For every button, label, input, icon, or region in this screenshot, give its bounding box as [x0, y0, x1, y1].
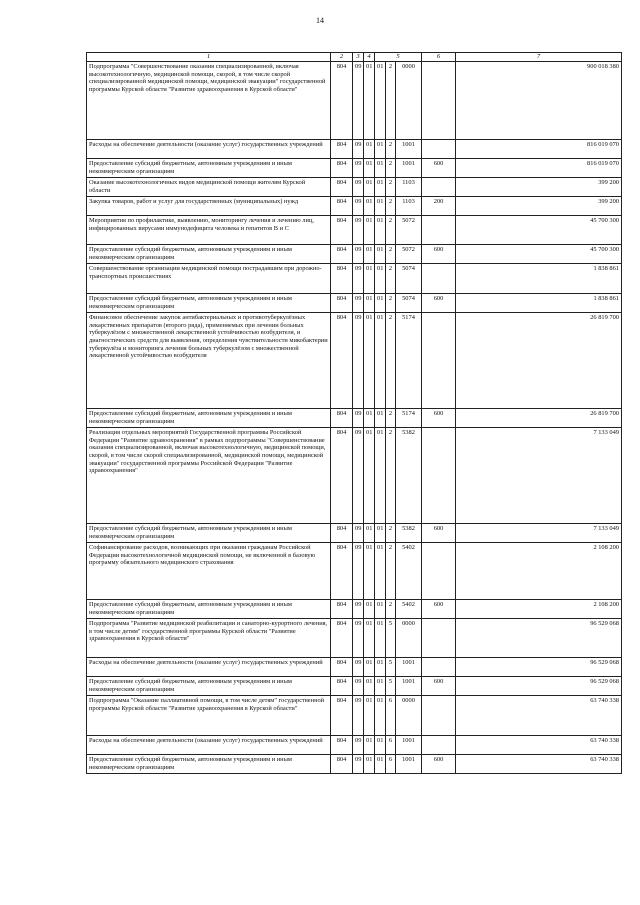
row-program-code: 01 — [375, 312, 386, 408]
row-expense-type — [422, 735, 456, 754]
row-ministry-code: 804 — [331, 312, 353, 408]
row-name: Предоставление субсидий бюджетным, автономным учреждениям и иным некоммерческим организациям — [87, 244, 331, 263]
table-row — [87, 523, 622, 542]
table-row — [87, 293, 622, 312]
row-ministry-code: 804 — [331, 293, 353, 312]
row-direction-code: 5402 — [396, 542, 422, 599]
row-direction-code: 1001 — [396, 754, 422, 773]
row-subprogram-code: 6 — [386, 695, 396, 735]
row-direction-code: 5382 — [396, 523, 422, 542]
row-program-code: 01 — [375, 196, 386, 215]
row-section-code: 09 — [353, 408, 364, 427]
row-name: Оказание высокотехнологичных видов медицинской помощи жителям Курской области — [87, 177, 331, 196]
row-ministry-code: 804 — [331, 427, 353, 523]
row-subprogram-code: 6 — [386, 754, 396, 773]
row-subprogram-code: 2 — [386, 215, 396, 244]
row-subsection-code: 01 — [364, 139, 375, 158]
row-subsection-code: 01 — [364, 735, 375, 754]
row-amount: 2 108 200 — [456, 599, 622, 618]
row-expense-type: 600 — [422, 599, 456, 618]
header-col-4: 4 — [364, 53, 375, 62]
row-section-code: 09 — [353, 196, 364, 215]
row-ministry-code: 804 — [331, 158, 353, 177]
row-direction-code: 0000 — [396, 61, 422, 139]
row-amount: 399 200 — [456, 196, 622, 215]
table-row — [87, 695, 622, 735]
row-amount: 45 700 300 — [456, 244, 622, 263]
header-col-1: 1 — [87, 53, 331, 62]
row-program-code: 01 — [375, 293, 386, 312]
row-subprogram-code: 5 — [386, 676, 396, 695]
row-section-code: 09 — [353, 61, 364, 139]
row-program-code: 01 — [375, 244, 386, 263]
row-expense-type: 600 — [422, 293, 456, 312]
table-row — [87, 177, 622, 196]
row-amount: 96 529 068 — [456, 676, 622, 695]
row-program-code: 01 — [375, 139, 386, 158]
row-program-code: 01 — [375, 177, 386, 196]
row-ministry-code: 804 — [331, 754, 353, 773]
row-expense-type — [422, 618, 456, 657]
table-row — [87, 139, 622, 158]
row-subsection-code: 01 — [364, 312, 375, 408]
row-expense-type — [422, 427, 456, 523]
row-direction-code: 1001 — [396, 139, 422, 158]
row-ministry-code: 804 — [331, 599, 353, 618]
table-row — [87, 158, 622, 177]
row-ministry-code: 804 — [331, 735, 353, 754]
row-ministry-code: 804 — [331, 263, 353, 293]
row-name: Реализация отдельных мероприятий Государственной программы Российской Федерации "Развитие здравоохранения" в рамках подпрограммы "Совершенствование оказания специализированной, включая высокотехнологичную, медицинской помощи, скорой, в том числе скорой специализированной, медицинской помощи, медицинской эвакуации" государственной программы Российской Федерации "Развитие здравоохранения" — [87, 427, 331, 523]
budget-table — [86, 52, 622, 774]
row-ministry-code: 804 — [331, 523, 353, 542]
page-number: 14 — [316, 16, 324, 25]
table-row — [87, 735, 622, 754]
table-row — [87, 61, 622, 139]
row-ministry-code: 804 — [331, 139, 353, 158]
row-section-code: 09 — [353, 735, 364, 754]
row-subprogram-code: 2 — [386, 244, 396, 263]
row-subprogram-code: 2 — [386, 139, 396, 158]
row-expense-type: 600 — [422, 523, 456, 542]
row-section-code: 09 — [353, 754, 364, 773]
row-amount: 399 200 — [456, 177, 622, 196]
row-subsection-code: 01 — [364, 599, 375, 618]
row-program-code: 01 — [375, 408, 386, 427]
row-name: Закупка товаров, работ и услуг для государственных (муниципальных) нужд — [87, 196, 331, 215]
row-section-code: 09 — [353, 523, 364, 542]
row-name: Подпрограмма "Развитие медицинской реабилитации и санаторно-курортного лечения, в том числе детям" государственной программы Курской области "Развитие здравоохранения в Курской области" — [87, 618, 331, 657]
row-subsection-code: 01 — [364, 676, 375, 695]
row-amount: 63 740 338 — [456, 735, 622, 754]
table-row — [87, 599, 622, 618]
row-section-code: 09 — [353, 542, 364, 599]
row-section-code: 09 — [353, 244, 364, 263]
row-amount: 1 838 861 — [456, 293, 622, 312]
row-section-code: 09 — [353, 676, 364, 695]
row-expense-type: 200 — [422, 196, 456, 215]
row-section-code: 09 — [353, 427, 364, 523]
row-expense-type: 600 — [422, 676, 456, 695]
row-program-code: 01 — [375, 523, 386, 542]
row-expense-type — [422, 312, 456, 408]
row-section-code: 09 — [353, 177, 364, 196]
row-subprogram-code: 2 — [386, 177, 396, 196]
row-ministry-code: 804 — [331, 618, 353, 657]
row-subprogram-code: 2 — [386, 427, 396, 523]
row-amount: 7 133 049 — [456, 523, 622, 542]
row-subprogram-code: 2 — [386, 523, 396, 542]
table-body — [87, 61, 622, 773]
table-row — [87, 215, 622, 244]
row-amount: 63 740 338 — [456, 695, 622, 735]
row-ministry-code: 804 — [331, 177, 353, 196]
row-ministry-code: 804 — [331, 542, 353, 599]
row-subprogram-code: 2 — [386, 408, 396, 427]
header-col-5: 5 — [375, 53, 422, 62]
row-subprogram-code: 2 — [386, 312, 396, 408]
header-col-2: 2 — [331, 53, 353, 62]
row-amount: 900 018 380 — [456, 61, 622, 139]
row-name: Мероприятия по профилактике, выявлению, мониторингу лечения и лечению лиц, инфицированных вирусами иммунодефицита человека и гепатитов В и С — [87, 215, 331, 244]
row-ministry-code: 804 — [331, 61, 353, 139]
row-expense-type — [422, 139, 456, 158]
row-program-code: 01 — [375, 676, 386, 695]
row-ministry-code: 804 — [331, 244, 353, 263]
row-direction-code: 5174 — [396, 408, 422, 427]
row-direction-code: 5382 — [396, 427, 422, 523]
row-name: Софинансирование расходов, возникающих при оказании гражданам Российской Федерации высокотехнологичной медицинской помощи, не включенной в базовую программу обязательного медицинского страхования — [87, 542, 331, 599]
row-program-code: 01 — [375, 215, 386, 244]
row-direction-code: 5402 — [396, 599, 422, 618]
row-subsection-code: 01 — [364, 754, 375, 773]
row-section-code: 09 — [353, 312, 364, 408]
table-row — [87, 427, 622, 523]
row-amount: 26 819 700 — [456, 312, 622, 408]
row-section-code: 09 — [353, 139, 364, 158]
row-name: Предоставление субсидий бюджетным, автономным учреждениям и иным некоммерческим организациям — [87, 754, 331, 773]
table-row — [87, 754, 622, 773]
row-subprogram-code: 2 — [386, 61, 396, 139]
row-name: Предоставление субсидий бюджетным, автономным учреждениям и иным некоммерческим организациям — [87, 408, 331, 427]
row-subsection-code: 01 — [364, 408, 375, 427]
row-expense-type — [422, 657, 456, 676]
row-name: Предоставление субсидий бюджетным, автономным учреждениям и иным некоммерческим организациям — [87, 293, 331, 312]
row-section-code: 09 — [353, 657, 364, 676]
row-program-code: 01 — [375, 754, 386, 773]
row-amount: 1 838 861 — [456, 263, 622, 293]
row-section-code: 09 — [353, 263, 364, 293]
row-amount: 816 019 070 — [456, 139, 622, 158]
table-row — [87, 196, 622, 215]
row-name: Предоставление субсидий бюджетным, автономным учреждениям и иным некоммерческим организациям — [87, 523, 331, 542]
row-ministry-code: 804 — [331, 408, 353, 427]
row-subsection-code: 01 — [364, 695, 375, 735]
row-direction-code: 1001 — [396, 735, 422, 754]
row-amount: 63 740 338 — [456, 754, 622, 773]
row-ministry-code: 804 — [331, 657, 353, 676]
row-name: Расходы на обеспечение деятельности (оказание услуг) государственных учреждений — [87, 657, 331, 676]
row-name: Финансовое обеспечение закупок антибактериальных и противотуберкулёзных лекарственных препаратов (второго ряда), применяемых при лечении больных туберкулёзом с множественной лекарственной устойчивостью возбудителя, и диагностических средств для выявления, определения чувствительности микобактерии туберкулёза и мониторинга лечения больных туберкулёзом с множественной лекарственной устойчивостью возбудителя — [87, 312, 331, 408]
row-subsection-code: 01 — [364, 61, 375, 139]
row-program-code: 01 — [375, 158, 386, 177]
table-row — [87, 263, 622, 293]
row-direction-code: 1103 — [396, 177, 422, 196]
row-amount: 816 019 070 — [456, 158, 622, 177]
row-name: Совершенствование организации медицинской помощи пострадавшим при дорожно-транспортных происшествиях — [87, 263, 331, 293]
row-subsection-code: 01 — [364, 618, 375, 657]
row-ministry-code: 804 — [331, 695, 353, 735]
row-subsection-code: 01 — [364, 657, 375, 676]
row-amount: 96 529 068 — [456, 618, 622, 657]
row-program-code: 01 — [375, 263, 386, 293]
row-subprogram-code: 2 — [386, 196, 396, 215]
row-amount: 2 108 200 — [456, 542, 622, 599]
row-expense-type: 600 — [422, 754, 456, 773]
row-name: Расходы на обеспечение деятельности (оказание услуг) государственных учреждений — [87, 139, 331, 158]
row-direction-code: 0000 — [396, 618, 422, 657]
row-subsection-code: 01 — [364, 542, 375, 599]
row-subprogram-code: 2 — [386, 293, 396, 312]
table-row — [87, 312, 622, 408]
header-col-6: 6 — [422, 53, 456, 62]
table-row — [87, 676, 622, 695]
row-subsection-code: 01 — [364, 293, 375, 312]
row-program-code: 01 — [375, 599, 386, 618]
row-subprogram-code: 6 — [386, 735, 396, 754]
row-name: Предоставление субсидий бюджетным, автономным учреждениям и иным некоммерческим организациям — [87, 599, 331, 618]
row-amount: 96 529 068 — [456, 657, 622, 676]
row-program-code: 01 — [375, 618, 386, 657]
row-program-code: 01 — [375, 542, 386, 599]
row-subsection-code: 01 — [364, 427, 375, 523]
row-expense-type: 600 — [422, 244, 456, 263]
row-program-code: 01 — [375, 735, 386, 754]
row-direction-code: 1001 — [396, 676, 422, 695]
row-name: Подпрограмма "Оказание паллиативной помощи, в том числе детям" государственной программы Курской области "Развитие здравоохранения в Курской области" — [87, 695, 331, 735]
row-name: Предоставление субсидий бюджетным, автономным учреждениям и иным некоммерческим организациям — [87, 158, 331, 177]
row-section-code: 09 — [353, 618, 364, 657]
row-subprogram-code: 5 — [386, 618, 396, 657]
table-row — [87, 618, 622, 657]
table-row — [87, 542, 622, 599]
row-amount: 7 133 049 — [456, 427, 622, 523]
row-ministry-code: 804 — [331, 196, 353, 215]
row-ministry-code: 804 — [331, 676, 353, 695]
row-subprogram-code: 2 — [386, 263, 396, 293]
row-direction-code: 5074 — [396, 293, 422, 312]
row-name: Предоставление субсидий бюджетным, автономным учреждениям и иным некоммерческим организациям — [87, 676, 331, 695]
row-subprogram-code: 5 — [386, 657, 396, 676]
table-row — [87, 408, 622, 427]
row-program-code: 01 — [375, 657, 386, 676]
row-direction-code: 1103 — [396, 196, 422, 215]
row-direction-code: 5072 — [396, 244, 422, 263]
header-row — [87, 53, 622, 62]
row-expense-type — [422, 215, 456, 244]
row-section-code: 09 — [353, 599, 364, 618]
row-direction-code: 0000 — [396, 695, 422, 735]
header-col-7: 7 — [456, 53, 622, 62]
row-subprogram-code: 2 — [386, 158, 396, 177]
row-amount: 45 700 300 — [456, 215, 622, 244]
row-subprogram-code: 2 — [386, 599, 396, 618]
row-subsection-code: 01 — [364, 158, 375, 177]
row-name: Подпрограмма "Совершенствование оказания специализированной, включая высокотехнологичную, медицинской помощи, скорой, в том числе скорой специализированной медицинской помощи, медицинской эвакуации" государственной программы Курской области "Развитие здравоохранения в Курской области" — [87, 61, 331, 139]
row-subsection-code: 01 — [364, 215, 375, 244]
row-section-code: 09 — [353, 293, 364, 312]
row-ministry-code: 804 — [331, 215, 353, 244]
row-direction-code: 5074 — [396, 263, 422, 293]
row-direction-code: 5174 — [396, 312, 422, 408]
row-section-code: 09 — [353, 215, 364, 244]
row-direction-code: 1001 — [396, 657, 422, 676]
header-col-3: 3 — [353, 53, 364, 62]
row-expense-type — [422, 695, 456, 735]
row-amount: 26 819 700 — [456, 408, 622, 427]
row-subsection-code: 01 — [364, 196, 375, 215]
row-program-code: 01 — [375, 61, 386, 139]
row-program-code: 01 — [375, 695, 386, 735]
row-direction-code: 5072 — [396, 215, 422, 244]
row-subprogram-code: 2 — [386, 542, 396, 599]
row-program-code: 01 — [375, 427, 386, 523]
table-row — [87, 657, 622, 676]
row-subsection-code: 01 — [364, 263, 375, 293]
row-subsection-code: 01 — [364, 523, 375, 542]
row-expense-type — [422, 177, 456, 196]
row-expense-type — [422, 263, 456, 293]
row-section-code: 09 — [353, 695, 364, 735]
table-row — [87, 244, 622, 263]
row-subsection-code: 01 — [364, 244, 375, 263]
row-subsection-code: 01 — [364, 177, 375, 196]
row-direction-code: 1001 — [396, 158, 422, 177]
row-section-code: 09 — [353, 158, 364, 177]
row-expense-type — [422, 542, 456, 599]
row-name: Расходы на обеспечение деятельности (оказание услуг) государственных учреждений — [87, 735, 331, 754]
row-expense-type: 600 — [422, 408, 456, 427]
row-expense-type: 600 — [422, 158, 456, 177]
row-expense-type — [422, 61, 456, 139]
